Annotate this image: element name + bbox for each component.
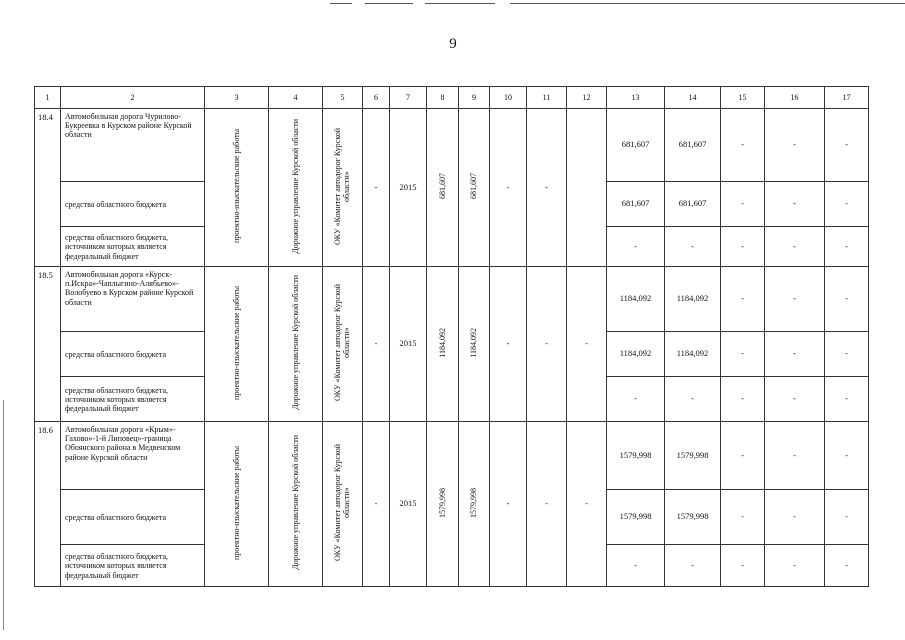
value-c17: - bbox=[825, 422, 869, 490]
work-type-text: проектно-изыскательские работы bbox=[231, 445, 241, 560]
work-type-text: проектно-изыскательские работы bbox=[231, 129, 241, 244]
value-c17: - bbox=[825, 267, 869, 332]
column-header-16: 16 bbox=[765, 87, 825, 109]
column-header-6: 6 bbox=[363, 87, 390, 109]
value-c16: - bbox=[765, 332, 825, 377]
value-c13: 681,607 bbox=[607, 182, 665, 227]
value-c14: 1579,998 bbox=[665, 490, 721, 545]
header-row bbox=[35, 87, 869, 109]
executor bbox=[323, 267, 363, 422]
col-11-value: - bbox=[527, 422, 567, 587]
value-c15: - bbox=[721, 545, 765, 587]
col-9-value bbox=[459, 422, 490, 587]
funding-source-label: средства областного бюджета, источником которых является федеральный бюджет bbox=[61, 545, 205, 587]
customer-text: Дорожное управление Курской области bbox=[290, 275, 300, 410]
col-12-value bbox=[567, 109, 607, 267]
column-header-8: 8 bbox=[427, 87, 459, 109]
road-name: Автомобильная дорога «Курск-п.Искра»-Чаплыгино-Алябьево»-Волобуево в Курском районе Курской области bbox=[61, 267, 205, 332]
value-c16: - bbox=[765, 227, 825, 267]
col-9-value-text: 1184,092 bbox=[469, 327, 479, 358]
value-c14: 681,607 bbox=[665, 182, 721, 227]
value-c14: 1184,092 bbox=[665, 267, 721, 332]
value-c16: - bbox=[765, 422, 825, 490]
col-8-value bbox=[427, 422, 459, 587]
col-8-value-text: 681,607 bbox=[437, 173, 447, 200]
executor-text: ОКУ «Комитет автодорог Курской области» bbox=[333, 127, 352, 245]
value-c17: - bbox=[825, 490, 869, 545]
funding-source-label: средства областного бюджета, источником которых является федеральный бюджет bbox=[61, 377, 205, 422]
col-9-value bbox=[459, 267, 490, 422]
value-c17: - bbox=[825, 227, 869, 267]
road-name: Автомобильная дорога «Крым»-Гахово»-1-й Липовец»-граница Обоянского района в Медвенском районе Курской области bbox=[61, 422, 205, 490]
col-6-value: - bbox=[363, 267, 390, 422]
col-10-value: - bbox=[490, 422, 527, 587]
value-c15: - bbox=[721, 227, 765, 267]
col-10-value: - bbox=[490, 109, 527, 267]
table-row bbox=[35, 109, 869, 182]
column-header-14: 14 bbox=[665, 87, 721, 109]
page-number: 9 bbox=[449, 36, 457, 52]
col-8-value bbox=[427, 267, 459, 422]
funding-source-label: средства областного бюджета, источником которых является федеральный бюджет bbox=[61, 227, 205, 267]
executor-text: ОКУ «Комитет автодорог Курской области» bbox=[333, 444, 352, 562]
customer bbox=[269, 267, 323, 422]
value-c13: - bbox=[607, 377, 665, 422]
value-c15: - bbox=[721, 422, 765, 490]
customer-text: Дорожное управление Курской области bbox=[290, 118, 300, 254]
customer bbox=[269, 422, 323, 587]
value-c16: - bbox=[765, 490, 825, 545]
value-c13: 681,607 bbox=[607, 109, 665, 182]
value-c13: - bbox=[607, 545, 665, 587]
funding-source-label: средства областного бюджета bbox=[61, 182, 205, 227]
col-11-value: - bbox=[527, 267, 567, 422]
column-header-5: 5 bbox=[323, 87, 363, 109]
column-header-1: 1 bbox=[35, 87, 61, 109]
col-9-value-text: 1579,998 bbox=[469, 487, 479, 518]
executor bbox=[323, 109, 363, 267]
column-header-15: 15 bbox=[721, 87, 765, 109]
value-c17: - bbox=[825, 545, 869, 587]
column-header-7: 7 bbox=[390, 87, 427, 109]
col-6-value: - bbox=[363, 109, 390, 267]
executor-text: ОКУ «Комитет автодорог Курской области» bbox=[333, 284, 352, 402]
funding-source-label: средства областного бюджета bbox=[61, 332, 205, 377]
col-6-value: - bbox=[363, 422, 390, 587]
executor bbox=[323, 422, 363, 587]
item-number: 18.4 bbox=[35, 109, 61, 267]
value-c14: - bbox=[665, 545, 721, 587]
column-header-3: 3 bbox=[205, 87, 269, 109]
value-c13: 1579,998 bbox=[607, 422, 665, 490]
value-c17: - bbox=[825, 109, 869, 182]
work-type-text: проектно-изыскательские работы bbox=[231, 285, 241, 400]
column-header-10: 10 bbox=[490, 87, 527, 109]
value-c16: - bbox=[765, 545, 825, 587]
value-c13: 1184,092 bbox=[607, 267, 665, 332]
col-10-value: - bbox=[490, 267, 527, 422]
col-8-value bbox=[427, 109, 459, 267]
item-number: 18.5 bbox=[35, 267, 61, 422]
col-9-value-text: 681,607 bbox=[469, 173, 479, 200]
scan-artifact-line bbox=[510, 3, 905, 4]
value-c15: - bbox=[721, 332, 765, 377]
col-8-value-text: 1579,998 bbox=[437, 487, 447, 518]
value-c15: - bbox=[721, 182, 765, 227]
value-c17: - bbox=[825, 332, 869, 377]
column-header-9: 9 bbox=[459, 87, 490, 109]
col-8-value-text: 1184,092 bbox=[437, 327, 447, 358]
item-number: 18.6 bbox=[35, 422, 61, 587]
value-c13: 1579,998 bbox=[607, 490, 665, 545]
scan-artifact-edge bbox=[3, 400, 4, 630]
value-c13: - bbox=[607, 227, 665, 267]
year: 2015 bbox=[390, 422, 427, 587]
scan-artifact-line bbox=[330, 3, 352, 4]
value-c15: - bbox=[721, 267, 765, 332]
table-row bbox=[35, 422, 869, 490]
col-12-value: - bbox=[567, 422, 607, 587]
work-type bbox=[205, 109, 269, 267]
column-header-17: 17 bbox=[825, 87, 869, 109]
value-c14: 1579,998 bbox=[665, 422, 721, 490]
work-type bbox=[205, 267, 269, 422]
column-header-12: 12 bbox=[567, 87, 607, 109]
column-header-13: 13 bbox=[607, 87, 665, 109]
value-c14: - bbox=[665, 377, 721, 422]
funding-source-label: средства областного бюджета bbox=[61, 490, 205, 545]
value-c16: - bbox=[765, 182, 825, 227]
value-c13: 1184,092 bbox=[607, 332, 665, 377]
value-c16: - bbox=[765, 109, 825, 182]
value-c14: - bbox=[665, 227, 721, 267]
column-header-11: 11 bbox=[527, 87, 567, 109]
col-12-value: - bbox=[567, 267, 607, 422]
road-name: Автомобильная дорога Чурилово-Букреевка в Курском районе Курской области bbox=[61, 109, 205, 182]
column-header-2: 2 bbox=[61, 87, 205, 109]
value-c16: - bbox=[765, 267, 825, 332]
scan-artifact-line bbox=[365, 3, 413, 4]
value-c15: - bbox=[721, 377, 765, 422]
col-9-value bbox=[459, 109, 490, 267]
work-type bbox=[205, 422, 269, 587]
customer bbox=[269, 109, 323, 267]
value-c15: - bbox=[721, 490, 765, 545]
value-c17: - bbox=[825, 182, 869, 227]
column-header-4: 4 bbox=[269, 87, 323, 109]
scan-artifact-line bbox=[425, 3, 495, 4]
col-11-value: - bbox=[527, 109, 567, 267]
table-row bbox=[35, 267, 869, 332]
value-c14: 1184,092 bbox=[665, 332, 721, 377]
budget-table bbox=[34, 86, 869, 587]
value-c17: - bbox=[825, 377, 869, 422]
value-c15: - bbox=[721, 109, 765, 182]
year: 2015 bbox=[390, 267, 427, 422]
customer-text: Дорожное управление Курской области bbox=[290, 435, 300, 570]
year: 2015 bbox=[390, 109, 427, 267]
value-c14: 681,607 bbox=[665, 109, 721, 182]
value-c16: - bbox=[765, 377, 825, 422]
